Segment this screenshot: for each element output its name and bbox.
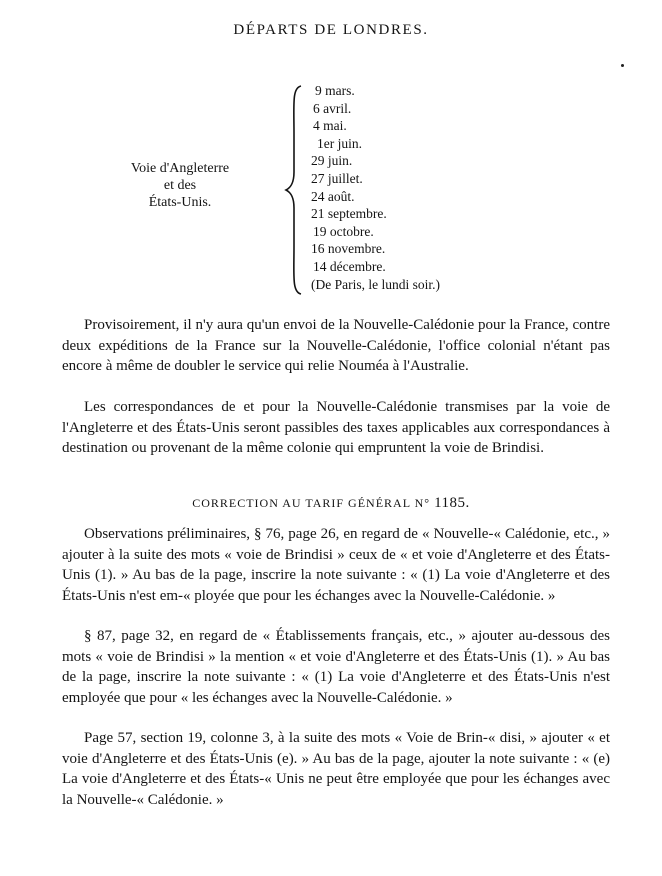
date-item: 24 août.	[311, 188, 355, 204]
departure-dates-list	[311, 82, 440, 293]
route-line: Voie d'Angleterre	[130, 161, 230, 176]
date-item: 19 octobre.	[313, 223, 374, 239]
date-item: 9 mars.	[315, 83, 355, 98]
route-line: États-Unis.	[148, 195, 212, 210]
speck	[621, 64, 624, 67]
curly-brace-icon	[284, 84, 306, 296]
correction-heading-text: CORRECTION AU TARIF GÉNÉRAL N°	[192, 496, 431, 510]
date-item: 14 décembre.	[313, 258, 386, 274]
date-item: 21 septembre.	[311, 206, 387, 222]
correction-number: 1185.	[434, 495, 470, 511]
correction-paragraph: Observations préliminaires, § 76, page 26, en regard de « Nouvelle-« Calédonie, etc., » ajouter à la suite des mots « voie de Brindisi » ceux de « et voie d'Angleterre et des États-Unis (1). » Au bas de la page, inscrire la note suivante : « (1) La voie d'Angleterre et des États-Unis n'est em-« ployée que pour les échanges avec la Nouvelle-Calédonie. »	[62, 526, 610, 604]
date-item: 16 novembre.	[311, 241, 386, 257]
date-item: 27 juillet.	[311, 170, 363, 186]
page-title: DÉPARTS DE LONDRES.	[233, 22, 429, 38]
body-paragraph: Provisoirement, il n'y aura qu'un envoi de la Nouvelle-Calédonie pour la France, contre deux expéditions de la France sur la Nouvelle-Calédonie, l'office colonial n'étant pas encore à même de doubler le service qui relie Nouméa à l'Australie.	[62, 317, 610, 374]
date-item: 6 avril.	[313, 100, 352, 116]
date-item: 1er juin.	[317, 135, 362, 151]
body-paragraph: Les correspondances de et pour la Nouvelle-Calédonie transmises par la voie de l'Angleterre et des États-Unis seront passibles des taxes applicables aux correspondances à destination ou provenant de la même colonie qui empruntent la voie de Brindisi.	[62, 399, 610, 456]
route-label	[95, 160, 265, 211]
correction-paragraph: § 87, page 32, en regard de « Établissements français, etc., » ajouter au-dessous des mots « voie de Brindisi » la mention « et voie d'Angleterre et des États-Unis (1). » Au bas de la page, inscrire la note suivante : « (1) La voie d'Angleterre et des États-Unis n'est employée que pour « les échanges avec la Nouvelle-Calédonie. »	[62, 628, 610, 706]
date-item: 4 mai.	[313, 118, 347, 134]
date-item: (De Paris, le lundi soir.)	[311, 276, 440, 292]
correction-heading	[0, 495, 662, 512]
correction-paragraph: Page 57, section 19, colonne 3, à la suite des mots « Voie de Brin-« disi, » ajouter « et voie d'Angleterre et des États-Unis (e). » Au bas de la page, ajouter la note suivante : « (e) La voie d'Angleterre et des États-« Unis ne peut être employée que pour les échanges avec la Nouvelle-« Calédonie. »	[62, 730, 610, 808]
route-line: et des	[163, 178, 197, 193]
date-item: 29 juin.	[311, 153, 353, 169]
